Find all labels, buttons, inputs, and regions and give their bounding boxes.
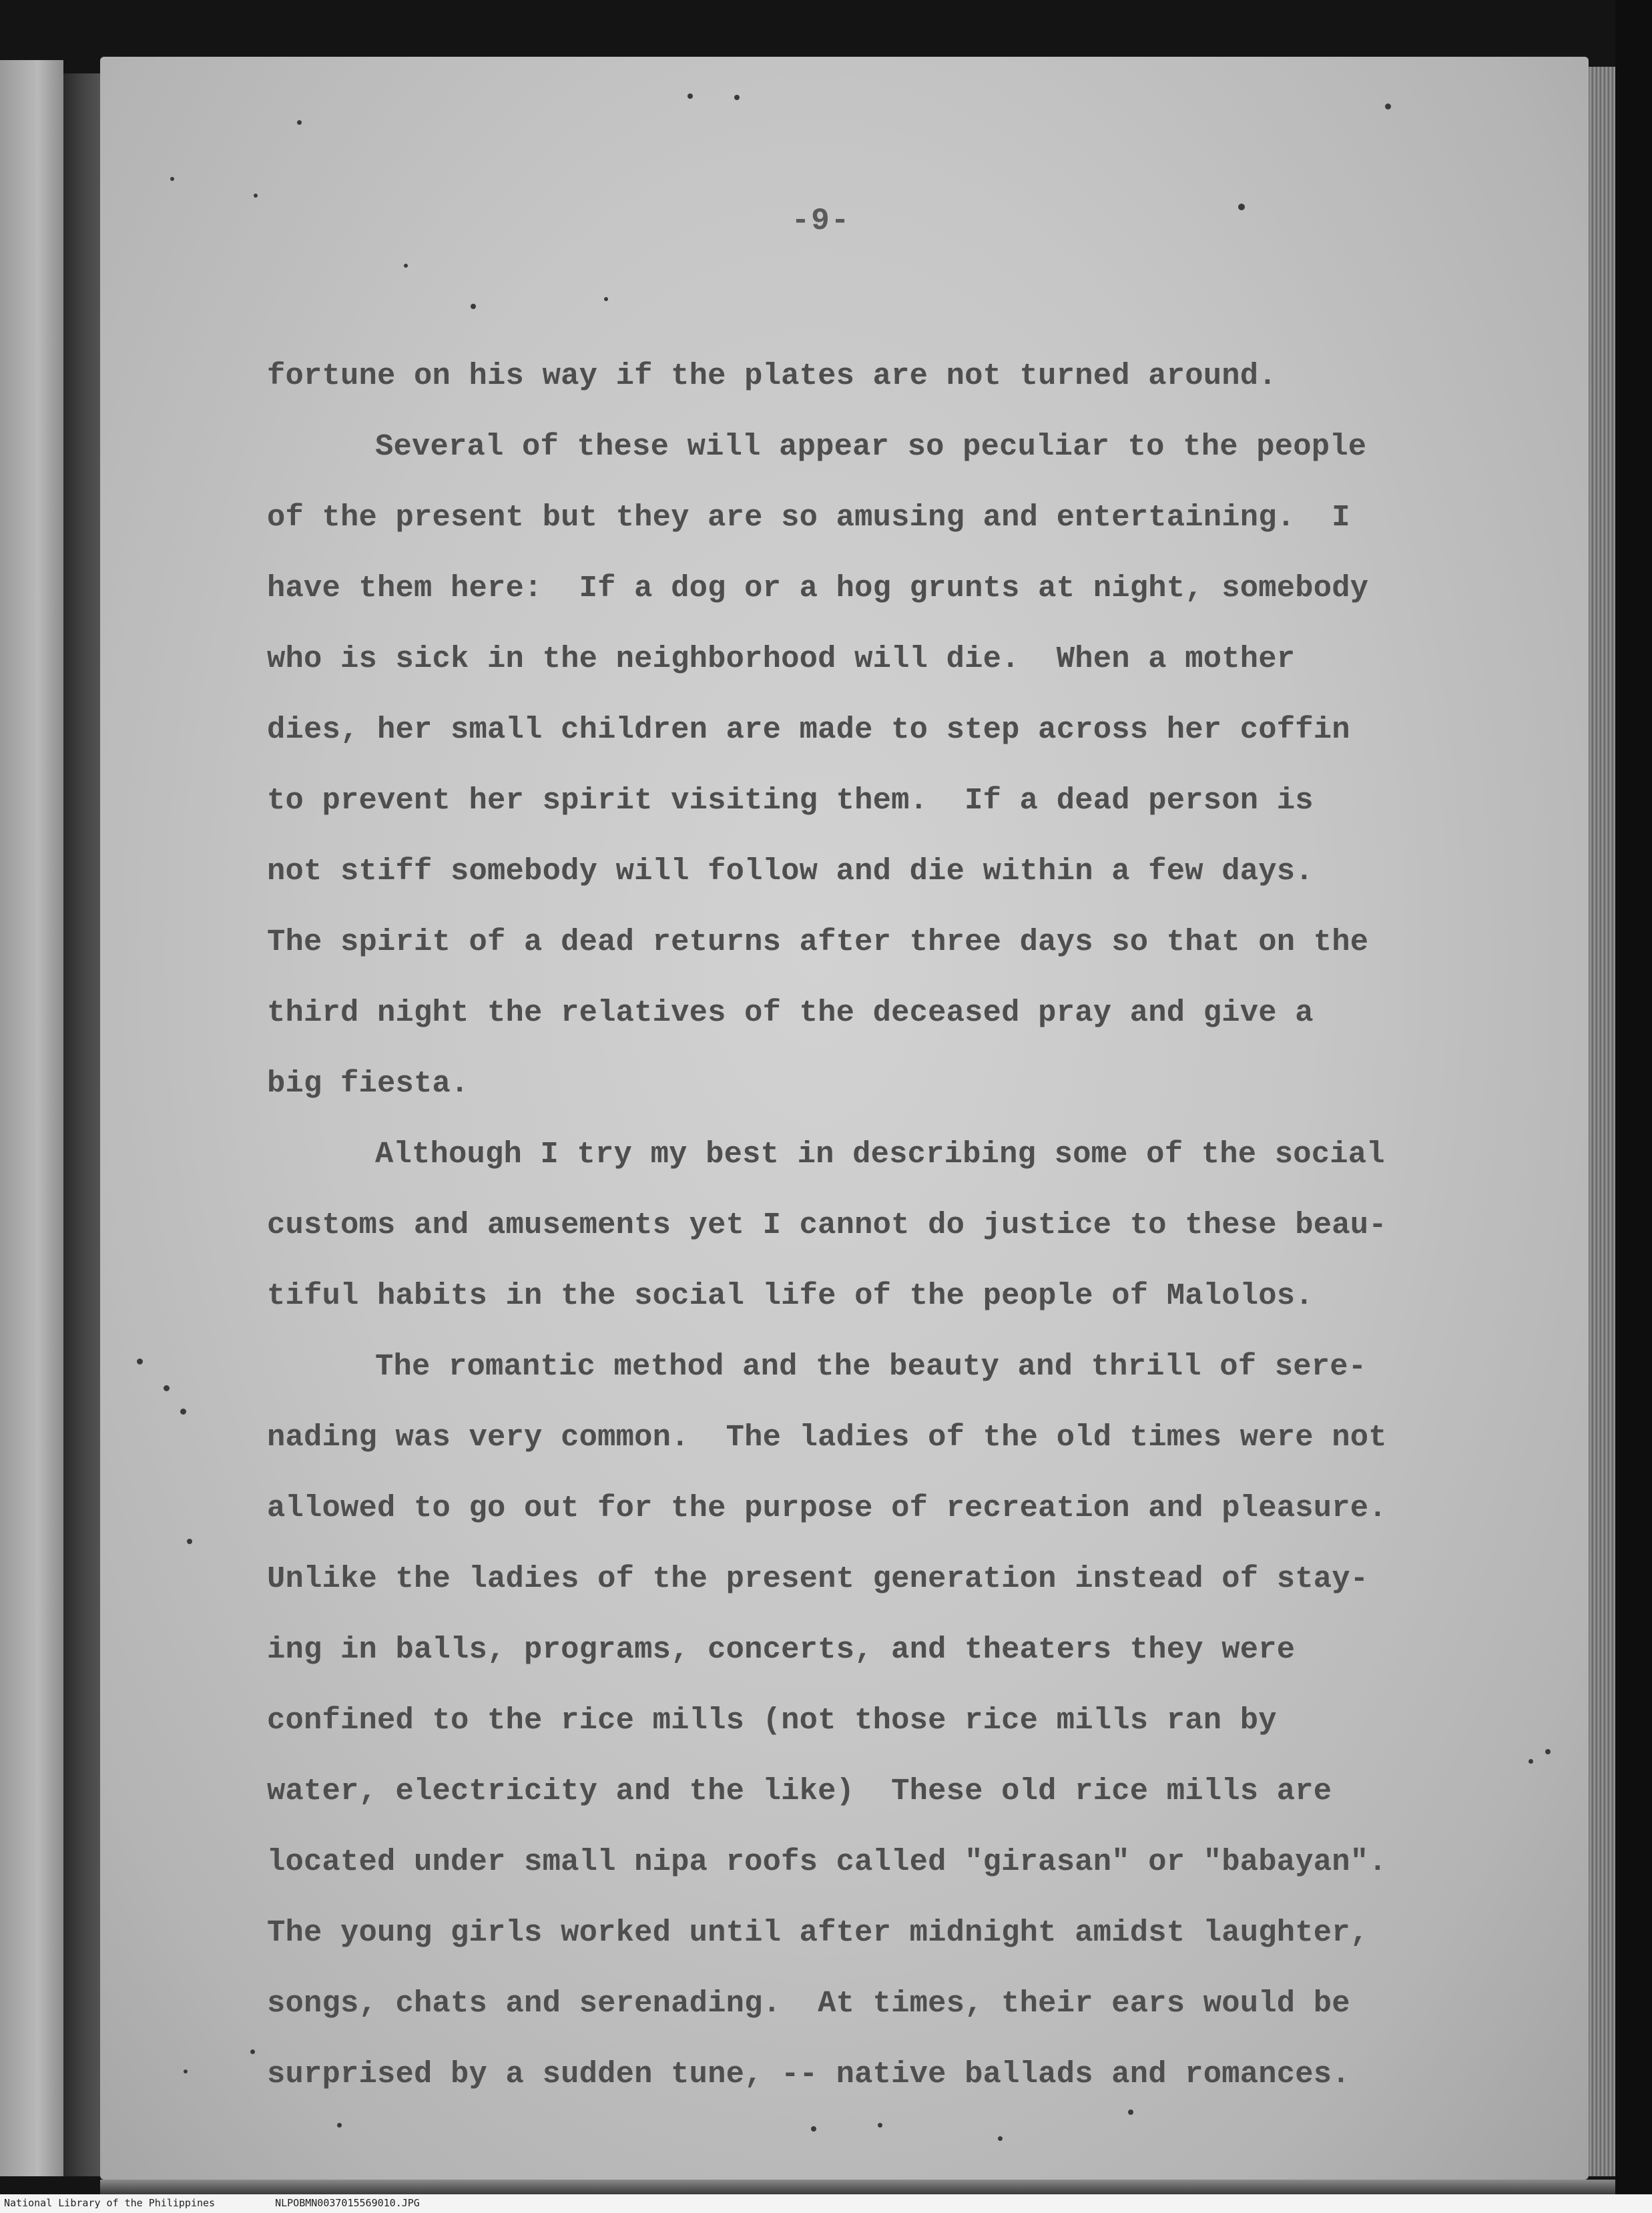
scan-speck [180, 1409, 186, 1415]
text-line: have them here: If a dog or a hog grunts at night, somebody [267, 571, 1369, 605]
text-line: fortune on his way if the plates are not turned around. [267, 358, 1277, 393]
text-line: tiful habits in the social life of the people of Malolos. [267, 1278, 1314, 1313]
text-line: to prevent her spirit visiting them. If a dead person is [267, 783, 1314, 818]
page-number: -9- [791, 204, 851, 238]
scan-speck [998, 2136, 1003, 2141]
scan-speck [604, 297, 608, 301]
scan-speck [184, 2069, 188, 2073]
scan-speck [1238, 204, 1245, 210]
scan-speck [734, 95, 740, 100]
scan-speck [337, 2123, 342, 2128]
scan-speck [1545, 1749, 1551, 1754]
text-line: songs, chats and serenading. At times, their ears would be [267, 1986, 1350, 2021]
previous-page-edge [0, 60, 63, 2176]
text-line: water, electricity and the like) These old rice mills are [267, 1774, 1332, 1808]
text-line: ing in balls, programs, concerts, and theaters they were [267, 1632, 1296, 1667]
scan-speck [297, 120, 302, 125]
scan-speck [687, 93, 693, 99]
text-line: The young girls worked until after midnight amidst laughter, [267, 1915, 1369, 1950]
text-line: who is sick in the neighborhood will die. When a mother [267, 642, 1296, 676]
text-line: Although I try my best in describing some of the social [375, 1137, 1385, 1172]
scan-speck [1385, 103, 1391, 109]
text-line: of the present but they are so amusing and entertaining. I [267, 500, 1350, 535]
text-line: dies, her small children are made to step across her coffin [267, 712, 1350, 747]
text-line: surprised by a sudden tune, -- native ballads and romances. [267, 2057, 1350, 2092]
scan-speck [811, 2126, 816, 2132]
text-line: Several of these will appear so peculiar to the people [375, 429, 1367, 464]
text-line: The romantic method and the beauty and thrill of sere- [375, 1349, 1367, 1384]
page-stack-edge [1589, 67, 1615, 2176]
scan-speck [254, 194, 258, 198]
text-line: Unlike the ladies of the present generation instead of stay- [267, 1561, 1369, 1596]
scan-speck [878, 2123, 882, 2128]
image-filename: NLPOBMN0037015569010.JPG [275, 2197, 420, 2209]
scan-speck [250, 2049, 255, 2054]
catalog-footer [4, 2197, 480, 2209]
typewritten-body [267, 340, 1535, 2110]
scan-speck [404, 264, 408, 268]
text-line: customs and amusements yet I cannot do justice to these beau- [267, 1208, 1387, 1242]
page-bottom-edge [100, 2180, 1615, 2194]
text-line: located under small nipa roofs called "girasan" or "babayan". [267, 1845, 1387, 1879]
scan-speck [1128, 2110, 1133, 2115]
scan-speck [187, 1539, 192, 1544]
text-line: confined to the rice mills (not those rice mills ran by [267, 1703, 1277, 1738]
scan-background [1615, 0, 1652, 2213]
text-line: big fiesta. [267, 1066, 469, 1101]
text-line: nading was very common. The ladies of the old times were not [267, 1420, 1387, 1455]
scan-speck [471, 304, 476, 309]
text-line: third night the relatives of the deceased pray and give a [267, 995, 1314, 1030]
scan-speck [137, 1359, 143, 1365]
scan-speck [170, 177, 174, 181]
scan-speck [164, 1385, 170, 1391]
text-line: allowed to go out for the purpose of recreation and pleasure. [267, 1491, 1387, 1525]
text-line: The spirit of a dead returns after three days so that on the [267, 925, 1369, 959]
scan-speck [1529, 1759, 1533, 1764]
text-line: not stiff somebody will follow and die within a few days. [267, 854, 1314, 889]
institution-name: National Library of the Philippines [4, 2197, 216, 2209]
